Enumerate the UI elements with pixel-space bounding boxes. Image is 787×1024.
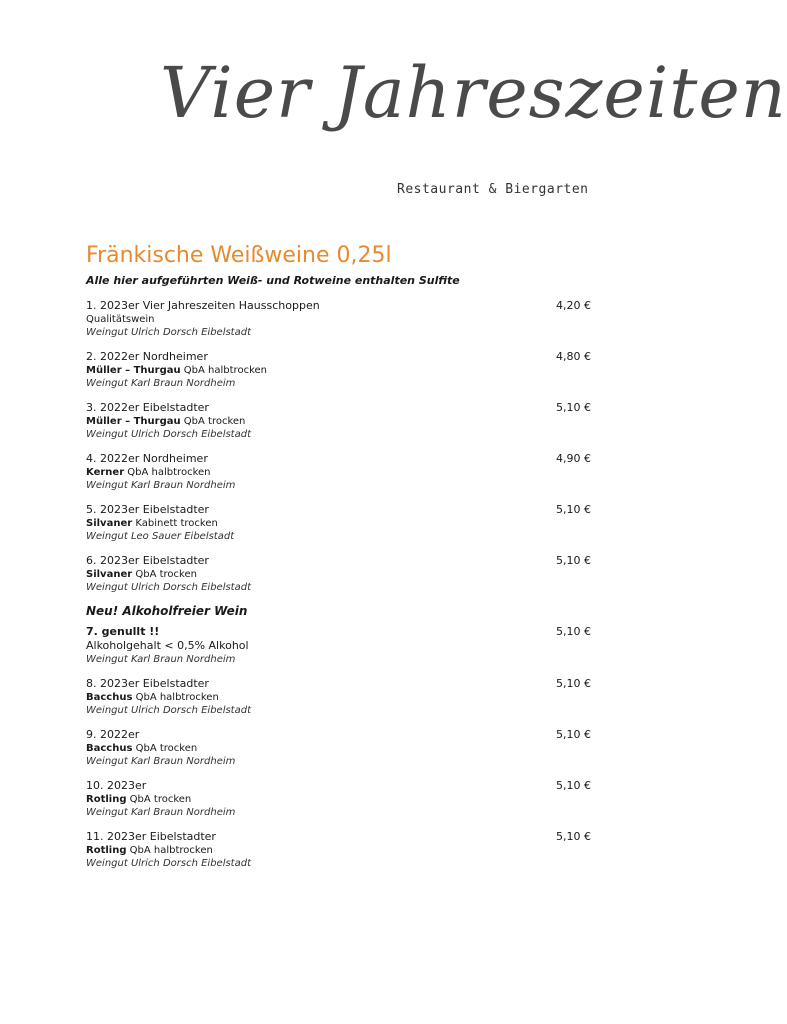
alcohol-free-heading: Neu! Alkoholfreier Wein (86, 604, 248, 618)
item-price: 5,10 € (556, 625, 591, 638)
menu-item (86, 502, 606, 543)
item-detail: Kabinett trocken (132, 518, 218, 529)
item-grape: Silvaner (86, 569, 133, 580)
item-name: 4. 2022er Nordheimer (86, 452, 208, 465)
item-name: 9. 2022er (86, 728, 140, 741)
item-producer: Weingut Karl Braun Nordheim (86, 654, 236, 665)
item-detail: QbA trocken (132, 569, 197, 580)
restaurant-logo (0, 0, 787, 200)
menu-item (86, 553, 606, 594)
item-detail: QbA trocken (126, 794, 192, 805)
item-price: 5,10 € (556, 830, 591, 843)
item-price: 5,10 € (556, 779, 591, 792)
item-name: 7. genullt !! (86, 625, 160, 638)
item-price: 4,80 € (556, 350, 591, 363)
item-price: 5,10 € (556, 728, 591, 741)
item-detail: QbA trocken (180, 416, 246, 427)
item-grape: Rotling (86, 794, 127, 805)
item-producer: Weingut Leo Sauer Eibelstadt (86, 531, 235, 542)
item-price: 5,10 € (556, 401, 591, 414)
item-producer: Weingut Ulrich Dorsch Eibelstadt (86, 327, 251, 338)
menu-item (86, 727, 606, 768)
item-price: 4,20 € (556, 299, 591, 312)
item-detail: QbA halbtrocken (124, 467, 211, 478)
item-producer: Weingut Karl Braun Nordheim (86, 480, 236, 491)
item-detail: Alkoholgehalt < 0,5% Alkohol (86, 639, 249, 652)
menu-item (86, 400, 606, 441)
item-grape: Silvaner (86, 518, 133, 529)
logo-title: Vier Jahreszeiten (160, 52, 787, 134)
item-detail: QbA halbtrocken (132, 692, 219, 703)
item-detail: QbA trocken (132, 743, 198, 754)
item-price: 5,10 € (556, 503, 591, 516)
item-producer: Weingut Karl Braun Nordheim (86, 807, 236, 818)
item-name: 11. 2023er Eibelstadter (86, 830, 216, 843)
item-grape: Müller – Thurgau (86, 416, 181, 427)
item-detail: QbA halbtrocken (180, 365, 267, 376)
section-title: Fränkische Weißweine 0,25l (86, 243, 392, 268)
menu-item (86, 451, 606, 492)
menu-item (86, 349, 606, 390)
item-name: 5. 2023er Eibelstadter (86, 503, 209, 516)
item-producer: Weingut Ulrich Dorsch Eibelstadt (86, 429, 251, 440)
item-grape: Kerner (86, 467, 125, 478)
logo-subtitle: Restaurant & Biergarten (397, 182, 589, 197)
item-name: 8. 2023er Eibelstadter (86, 677, 209, 690)
item-detail: QbA halbtrocken (126, 845, 213, 856)
item-name: 10. 2023er (86, 779, 147, 792)
item-price: 5,10 € (556, 554, 591, 567)
item-price: 5,10 € (556, 677, 591, 690)
menu-item (86, 829, 606, 870)
item-name: 3. 2022er Eibelstadter (86, 401, 209, 414)
menu-item (86, 676, 606, 717)
item-name: 6. 2023er Eibelstadter (86, 554, 209, 567)
menu-item (86, 624, 606, 666)
sulfite-note: Alle hier aufgeführten Weiß- und Rotweine enthalten Sulfite (86, 274, 460, 287)
item-grape: Bacchus (86, 692, 133, 703)
item-detail: Qualitätswein (86, 314, 155, 325)
item-price: 4,90 € (556, 452, 591, 465)
item-producer: Weingut Karl Braun Nordheim (86, 756, 236, 767)
item-grape: Rotling (86, 845, 127, 856)
item-producer: Weingut Ulrich Dorsch Eibelstadt (86, 582, 251, 593)
item-grape: Müller – Thurgau (86, 365, 181, 376)
menu-item (86, 778, 606, 819)
item-name: 1. 2023er Vier Jahreszeiten Hausschoppen (86, 299, 320, 312)
item-producer: Weingut Ulrich Dorsch Eibelstadt (86, 705, 251, 716)
item-grape: Bacchus (86, 743, 133, 754)
item-name: 2. 2022er Nordheimer (86, 350, 208, 363)
menu-item (86, 298, 606, 339)
item-producer: Weingut Ulrich Dorsch Eibelstadt (86, 858, 251, 869)
item-producer: Weingut Karl Braun Nordheim (86, 378, 236, 389)
